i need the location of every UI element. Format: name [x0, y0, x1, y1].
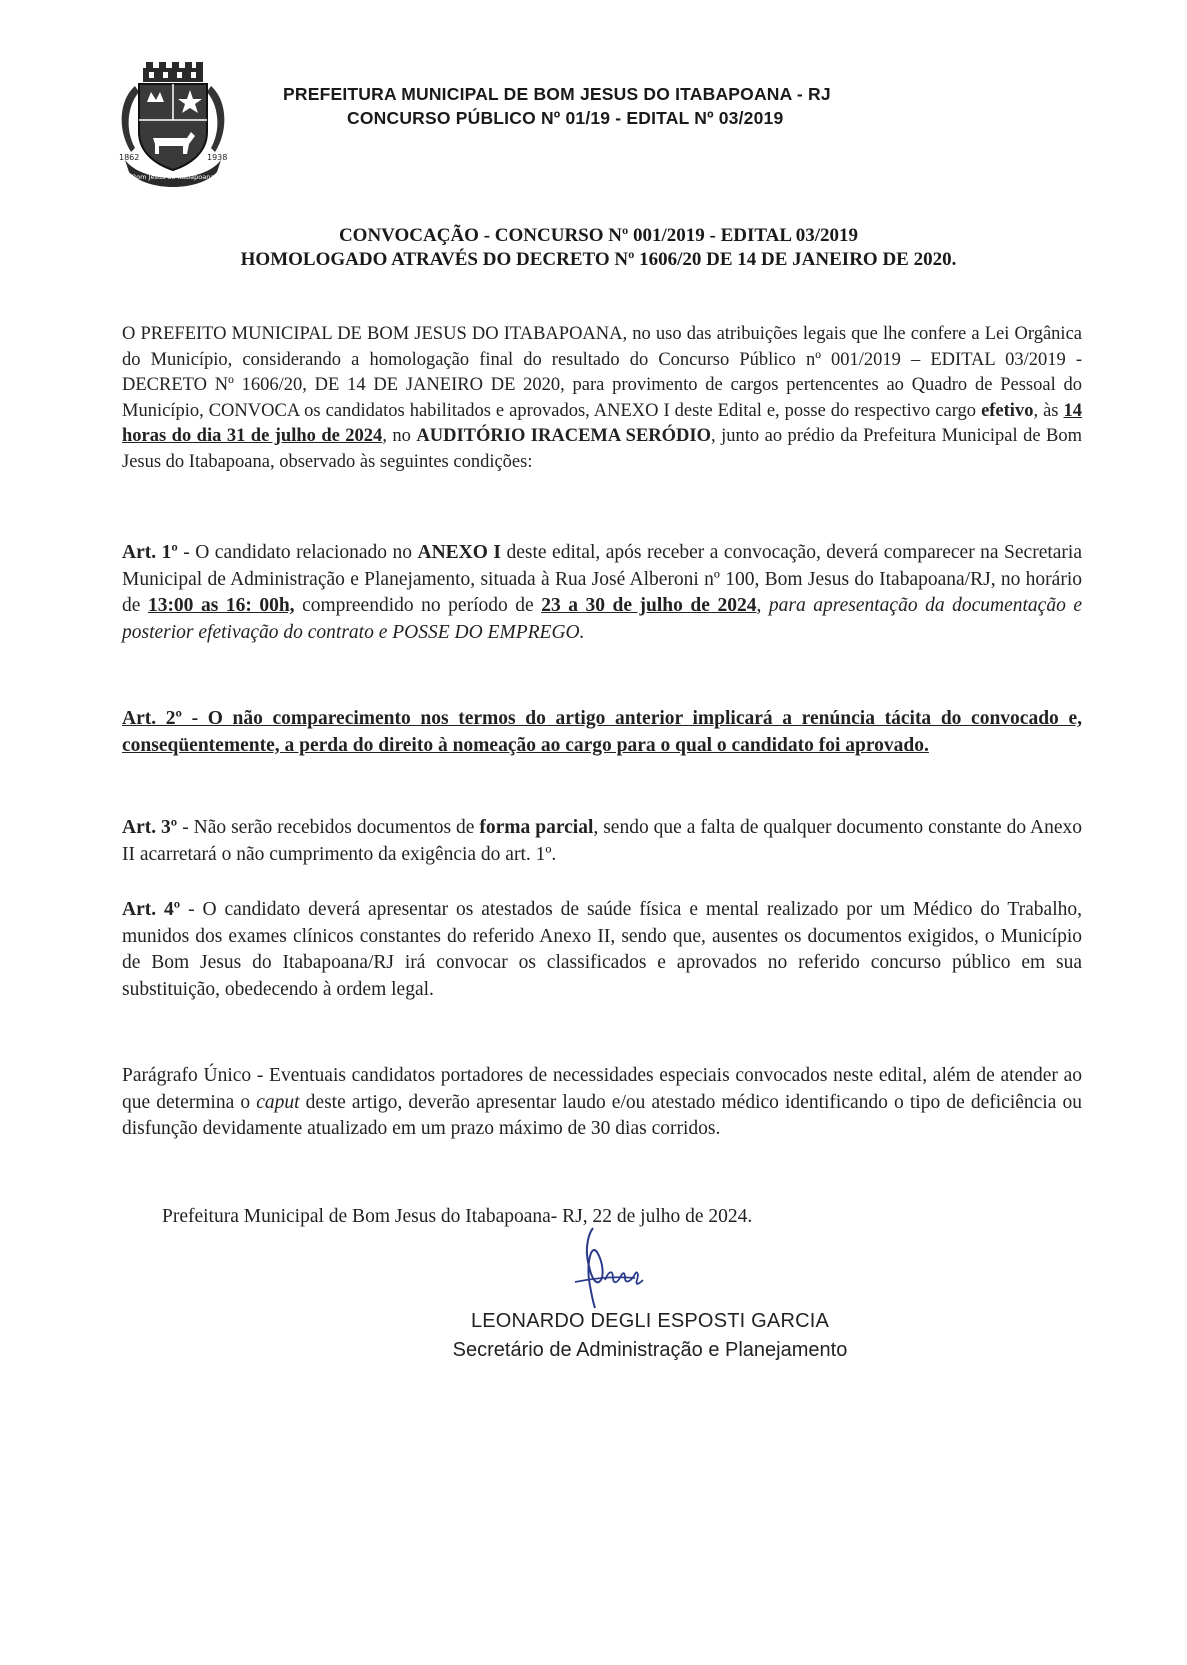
intro-paragraph — [122, 322, 1082, 475]
header-subtitle: CONCURSO PÚBLICO Nº 01/19 - EDITAL Nº 03/2019 — [347, 108, 784, 128]
intro-auditorium: AUDITÓRIO IRACEMA SERÓDIO — [416, 426, 712, 446]
article-3-text-2: , sendo que a falta de qualquer documento constante do Anexo II acarretará o não cumprimento da exigência do art. 1º. — [122, 817, 1083, 865]
article-1-italic: para apresentação da documentação e posterior efetivação do contrato e POSSE DO EMPREGO. — [122, 595, 1083, 643]
intro-bold-efetivo: efetivo — [981, 400, 1034, 421]
article-3-bold: forma parcial — [479, 817, 594, 838]
intro-date-underlined: 14 horas do dia 31 de julho de 2024 — [122, 400, 1082, 446]
article-1-text-4: , — [756, 595, 769, 616]
header-title: PREFEITURA MUNICIPAL DE BOM JESUS DO ITABAPOANA - RJ — [283, 84, 831, 104]
coat-of-arms-icon — [113, 60, 233, 188]
article-4-text: - O candidato deverá apresentar os atestados de saúde física e mental realizado por um Médico do Trabalho, munidos dos exames clínicos constantes do referido Anexo II, sendo que, ausentes os documentos exigidos, o Município de Bom Jesus do Itabapoana/RJ irá convocar os classificados e aprovados no referido concurso público em sua substituição, obedecendo à ordem legal. — [122, 899, 1083, 1000]
date-line: Prefeitura Municipal de Bom Jesus do Itabapoana- RJ, 22 de julho de 2024. — [162, 1206, 753, 1227]
intro-text-3: , no — [382, 426, 417, 446]
article-3-text-1: - Não serão recebidos documentos de — [177, 817, 480, 838]
article-1-hours: 13:00 as 16: 00h, — [147, 595, 295, 616]
intro-text-2: , às — [1033, 400, 1064, 421]
crest-year-right: 1938 — [207, 153, 228, 162]
article-1-text-2: deste edital, após receber a convocação, deverá comparecer na Secretaria Municipal de Administração e Planejamento, situada à Rua José Alberoni nº 100, Bom Jesus do Itabapoana/RJ, no horário de — [122, 542, 1082, 616]
article-3-label: Art. 3º — [122, 817, 178, 838]
intro-text-4: , junto ao prédio da Prefeitura Municipal de Bom Jesus do Itabapoana, observado às seguintes condições: — [122, 426, 1082, 472]
article-1-label: Art. 1º — [122, 542, 178, 563]
article-1-text-3: compreendido no período de — [294, 595, 542, 616]
article-4-label: Art. 4º — [122, 899, 181, 920]
intro-text-1: O PREFEITO MUNICIPAL DE BOM JESUS DO ITABAPOANA, no uso das atribuições legais que lhe confere a Lei Orgânica do Município, considerando a homologação final do resultado do Concurso Público nº 001/2019 – EDITAL 03/2019 - DECRETO Nº 1606/20, DE 14 DE JANEIRO DE 2020, para provimento de cargos pertencentes ao Quadro de Pessoal do Município, CONVOCA os candidatos habilitados e aprovados, ANEXO I deste Edital e, posse do respectivo cargo — [122, 324, 1082, 421]
article-2: Art. 2º - O não comparecimento nos termos do artigo anterior implicará a renúncia tácita do convocado e, conseqüentemente, a perda do direito à nomeação ao cargo para o qual o candidato foi aprovado. — [122, 708, 1082, 756]
article-4 — [122, 897, 1082, 1003]
paragrafo-unico-caput: caput — [256, 1091, 300, 1113]
document-title: CONVOCAÇÃO - CONCURSO Nº 001/2019 - EDITAL 03/2019 — [338, 225, 859, 246]
paragrafo-unico-text-2: deste artigo, deverão apresentar laudo e/ou atestado médico identificando o tipo de deficiência ou disfunção devidamente atualizado em um prazo máximo de 30 dias corridos. — [122, 1091, 1082, 1139]
article-3 — [122, 815, 1082, 868]
article-1-anexo: ANEXO I — [417, 542, 502, 563]
crest-year-left: 1862 — [119, 153, 140, 162]
signatory-role: Secretário de Administração e Planejamento — [452, 1339, 848, 1361]
article-1-period: 23 a 30 de julho de 2024 — [541, 595, 757, 616]
signatory-name: LEONARDO DEGLI ESPOSTI GARCIA — [470, 1310, 830, 1332]
crest-ribbon-text: Bom Jesus do Itabapoana — [131, 173, 215, 181]
paragrafo-unico-text-1: Parágrafo Único - Eventuais candidatos portadores de necessidades especiais convocados neste edital, além de atender ao que determina o — [122, 1065, 1082, 1113]
article-1 — [122, 540, 1082, 646]
paragrafo-unico — [122, 1063, 1082, 1143]
document-subtitle: HOMOLOGADO ATRAVÉS DO DECRETO Nº 1606/20 DE 14 DE JANEIRO DE 2020. — [240, 249, 957, 270]
article-1-text-1: - O candidato relacionado no — [177, 542, 418, 563]
signature-icon — [565, 1222, 665, 1312]
